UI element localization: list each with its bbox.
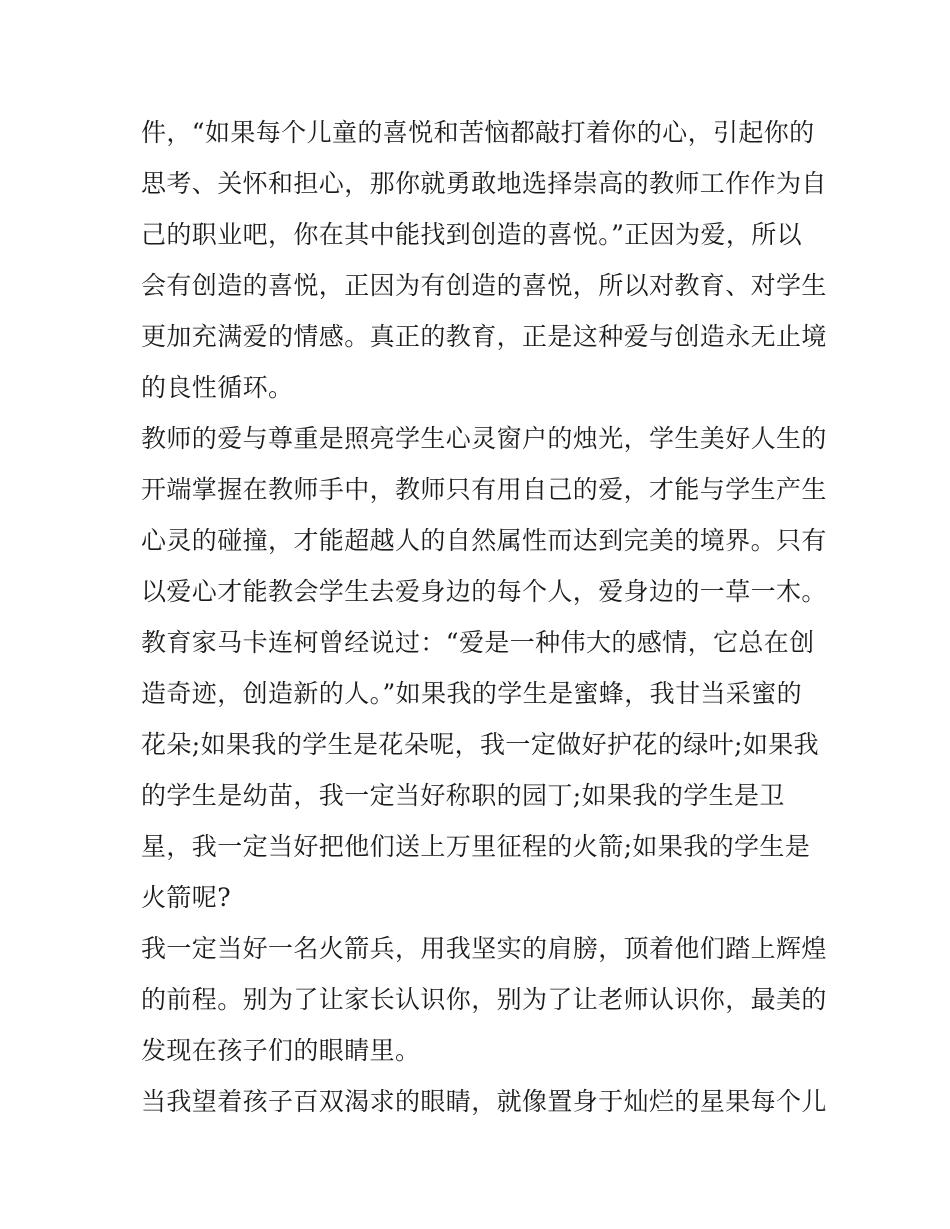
text-line: 以爱心才能教会学生去爱身边的每个人，爱身边的一草一木。	[141, 577, 827, 606]
text-line: 思考、关怀和担心，那你就勇敢地选择崇高的教师工作作为自	[141, 169, 827, 198]
text-line: 的学生是幼苗，我一定当好称职的园丁;如果我的学生是卫	[141, 781, 785, 810]
text-line: 的前程。别为了让家长认识你，别为了让老师认识你，最美的	[141, 985, 827, 1014]
text-line: 会有创造的喜悦，正因为有创造的喜悦，所以对教育、对学生	[141, 271, 827, 300]
text-line: 心灵的碰撞，才能超越人的自然属性而达到完美的境界。只有	[141, 526, 827, 555]
text-line: 造奇迹，创造新的人。”如果我的学生是蜜蜂，我甘当采蜜的	[141, 679, 803, 708]
text-line: 我一定当好一名火箭兵，用我坚实的肩膀，顶着他们踏上辉煌	[141, 934, 827, 963]
text-line: 的良性循环。	[141, 373, 294, 402]
text-line: 件，“如果每个儿童的喜悦和苦恼都敲打着你的心，引起你的	[141, 118, 815, 147]
text-line: 己的职业吧，你在其中能找到创造的喜悦。”正因为爱，所以	[141, 220, 803, 249]
text-line: 发现在孩子们的眼睛里。	[141, 1036, 421, 1065]
text-line: 更加充满爱的情感。真正的教育，正是这种爱与创造永无止境	[141, 322, 827, 351]
text-line: 星，我一定当好把他们送上万里征程的火箭;如果我的学生是	[141, 832, 811, 861]
text-line: 火箭呢?	[141, 883, 232, 912]
text-line: 花朵;如果我的学生是花朵呢，我一定做好护花的绿叶;如果我	[141, 730, 820, 759]
document-body	[141, 107, 827, 1127]
text-line: 当我望着孩子百双渴求的眼睛，就像置身于灿烂的星果每个儿	[141, 1087, 827, 1116]
text-line: 开端掌握在教师手中，教师只有用自己的爱，才能与学生产生	[141, 475, 827, 504]
text-line: 教育家马卡连柯曾经说过：“爱是一种伟大的感情，它总在创	[141, 628, 815, 657]
text-line: 教师的爱与尊重是照亮学生心灵窗户的烛光，学生美好人生的	[141, 424, 827, 453]
